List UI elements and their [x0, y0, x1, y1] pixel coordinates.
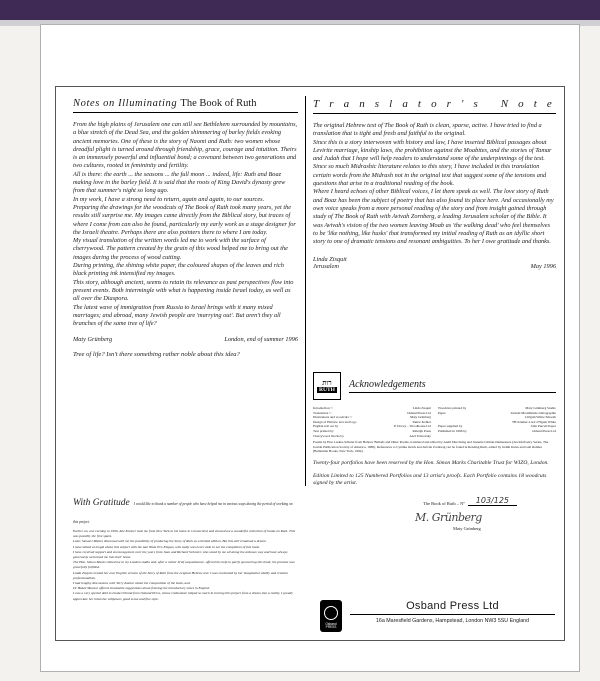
paragraph: Where I heard echoes of other Biblical voices, I let them speak as well. The love story of Ruth and Boaz has been the subject of poetry that has also found its place here. And occasionally my own voice speaks from a more personal reading of the story and from insight gained through study of The Book of Ruth with Avivah Zornberg, a leading Jerusalem scholar of the Bible. It was Avivah's vision of the two women leaving Moab as 'the walking dead' who feel themselves to be 'like nothing, like husks' that transformed my initial reading of Ruth as an idyllic short story to one of dramatic tensions and resonant ambiguities. To her I owe gratitude and thanks.	[313, 188, 554, 246]
artist-name: Maty Grünberg	[73, 336, 113, 344]
heading-letter: r	[446, 98, 455, 110]
heading-letter: a	[402, 98, 412, 110]
press-info	[350, 600, 555, 624]
paragraph: From the high plains of Jerusalem one can still see Bethlehem surrounded by mountains, a blue stretch of the Dead Sea, and the golden shimmering of barley fields evoking ancient memories. One of these is the story of Naomi and Ruth: two women whose dreadful plight is turned around through friendship, grace, courage and intuition. Theirs is an immensely powerful and influential bond; a covenant between two generations and two cultures, rooted in femininity and fertility.	[73, 121, 298, 170]
paragraph: Since this is a story interwoven with history and law, I have inserted Biblical passages about Levirite marriage, kinship laws, the prohibition against the Moabites, and the stories of Tamar and Judah that I hope will help readers to understand some of the underpinnings of the text. Since so much Midrashic literature relates to this story, I have included in this translation certain words from the Midrash not in the original text that suggest some of the tensions and questions that arise in a traditional reading of the book.	[313, 138, 552, 188]
credit-role: Published in 1996 by	[438, 428, 467, 433]
ruth-logo-hebrew: רות	[322, 379, 332, 387]
translator-place: Jerusalem	[313, 263, 339, 271]
press-footer	[320, 600, 560, 632]
paragraph: During printing, the shining white paper, the coloured shapes of the leaves and rich black printing ink intensified my images.	[73, 262, 284, 278]
paragraph: This story, although ancient, seems to retain its relevance as past perspectives flow into present events. Both intermingle with what is happening inside Israel today, as well as all over the Diaspora.	[73, 278, 294, 303]
paragraph: My visual translation of the written words led me to work with the surface of cherrywood. The pattern created by the grain of this wood helped me to bring out the images during the process of wood cutting.	[73, 237, 288, 261]
press-logo-circle-icon	[324, 606, 338, 620]
heading-letter: o	[518, 98, 528, 110]
gratitude-line: Later, Stewart Mattes discussed with me the possibility of producing the Story of Ruth as a limited edition. But this still remained a dream.	[73, 539, 267, 544]
paragraph: The latest wave of immigration from Russia to Israel brings with it many mixed marriages; and abroad, many Jewish people are 'marrying out'. But aren't they all branches of the same tree of life?	[73, 303, 281, 328]
heading-letter: N	[500, 98, 513, 110]
press-name: Osband Press Ltd	[350, 600, 555, 615]
gratitude-line: Linda Zisquit created her own English version of the Story of Ruth from the original Hebrew text. I was enchanted by her imaginative ability and creative professionalism.	[73, 570, 289, 580]
heading-letter: '	[461, 98, 468, 110]
heading-book-title: The Book of Ruth	[180, 98, 257, 109]
heading-letter: t	[533, 98, 541, 110]
credits-note: Poems by Else Lasker-Schuler from Hebrew Ballads and Other Poems, translated and edited by Audri Durchslag and Jeanette Litman-Demeestere (Jewish Poetry Series, The Jewish Publication Society of America, 1980). References to Cynthia Ozick and Avivah Zornberg can be found in Reading Ruth, edited by Judith Kates and Gail Reimer (Ballantine Books, New York, 1994).	[313, 440, 549, 454]
paragraph: Preparing the drawings for the woodcuts of The Book of Ruth took many years, yet the results still surprise me. My images came directly from the Biblical story, but traces of where I come from can also be found, particularly my early work as a stage designer for the Israeli theatre. Perhaps there are also pointers there to where I am today.	[73, 203, 296, 236]
heading-rule	[73, 112, 298, 113]
edition-number: 103/125	[468, 496, 517, 506]
acknowledgements-section	[313, 372, 556, 531]
heading-letter: l	[389, 98, 397, 110]
credit-role: Paper supplied by	[438, 424, 463, 429]
paragraph: All is there: the earth ... the seasons ... the full moon ... indeed, life: Ruth and Boaz making love in the barley field. It is said that the roots of King David's dynasty grew from that summer's night so long ago.	[73, 170, 286, 195]
edition-note: Edition Limited to 125 Numbered Portfolios and 13 artist's proofs. Each Portfolio contains 18 woodcuts signed by the artist.	[313, 473, 547, 487]
heading-letter: s	[473, 98, 482, 110]
press-address: 16a Maresfield Gardens, Hampstead, London NW3 5SU England	[375, 618, 530, 624]
edition-label: The Book of Ruth – Nº	[423, 500, 465, 506]
credit-role: Cherrywood blocks by	[313, 433, 344, 438]
credit-row	[313, 434, 431, 439]
heading-letter: r	[329, 98, 338, 110]
translators-note-heading	[313, 98, 556, 110]
gratitude-intro: I would like to thank a number of people who have helped me in various ways during the period of working on this project.	[73, 502, 293, 524]
background-band	[0, 0, 600, 20]
credit-value: Tamar Kohler	[412, 419, 431, 424]
translator-name: Linda Zisquit	[313, 256, 347, 264]
ruth-logo-latin: RUTH	[319, 387, 335, 393]
edition-number-line	[423, 496, 556, 506]
artist-place-date: London, end of summer 1996	[224, 336, 298, 344]
press-logo-text: Osband PRESS	[325, 621, 337, 630]
credit-value: TH Kremer-Lord 270gsm White	[511, 419, 556, 424]
heading-prefix: Notes on Illuminating	[73, 98, 178, 109]
column-divider	[305, 96, 306, 486]
credit-value: John Purcell Paper	[530, 424, 556, 429]
heading-letter: t	[417, 98, 425, 110]
heading-letter: o	[431, 98, 441, 110]
credits-left-column	[313, 406, 431, 438]
translator-date: May 1996	[530, 263, 556, 271]
handwritten-signature	[415, 508, 556, 526]
gratitude-line: The Hon. Simon Marks visited me in my London studio and, after a rather brief acquaintance, offered his help in partly sponsoring this book; his promise was gracefully fulfilled.	[73, 560, 295, 570]
credit-role: Introduction ©	[313, 406, 334, 410]
illuminating-notes-text	[73, 121, 298, 328]
heading-letter: n	[359, 98, 369, 110]
credit-value: Zerkall Mouldmade Lithographie	[510, 410, 556, 415]
heading-rule	[313, 113, 556, 114]
translator-signature-row	[313, 256, 556, 270]
gratitude-line: I have talked at length about this subject with the late Nitza Ern-Elegan, who sadly was never able to see the completion of this book.	[73, 544, 260, 549]
credit-value: P. Dovey – Woodhouse Ltd	[393, 424, 431, 429]
acknowledgements-header	[313, 372, 556, 400]
translators-note-section	[313, 98, 556, 270]
acknowledgements-title: Acknowledgements	[349, 379, 556, 393]
heading-space	[488, 98, 495, 110]
paragraph: The original Hebrew text of The Book of Ruth is clean, sparse, active. I have tried to find a translation that is tight and fresh and faithful to the original.	[313, 122, 542, 138]
gratitude-section	[73, 492, 298, 602]
translators-note-text	[313, 122, 556, 246]
credit-value: Maty Grünberg	[410, 415, 431, 420]
credit-role: Woodcuts printed by	[438, 406, 467, 410]
artist-signature-row	[73, 336, 298, 343]
illuminating-notes-section	[73, 98, 298, 358]
credit-value: Raleigh Press	[412, 428, 431, 433]
credit-value: Osband Press Ltd	[407, 410, 431, 415]
credit-role: Illustrations and woodcuts ©	[313, 415, 353, 420]
reserved-portfolios-note: Twenty-four portfolios have been reserved by the Hon. Simon Marks Charitable Trust for WIZO, London.	[313, 459, 549, 466]
heading-letter: T	[313, 98, 324, 110]
credit-value: Linda Zisquit	[412, 406, 431, 410]
credits-table	[313, 406, 556, 438]
ruth-logo	[313, 372, 341, 400]
heading-letter: e	[546, 98, 556, 110]
credit-role: Text printed by	[313, 428, 334, 433]
credit-role: Translation ©	[313, 410, 332, 415]
gratitude-line: Dr Hakol Mansur offered invaluable suggestions about framing the introductory notes in English.	[73, 586, 211, 591]
credit-role: Paper	[438, 410, 446, 415]
osband-press-logo	[320, 600, 342, 632]
credit-role: Design of Hebrew text and logo	[313, 419, 357, 424]
credit-row	[438, 429, 556, 434]
gratitude-text	[73, 529, 298, 602]
handwritten-signature-text: M. Grünberg	[415, 510, 482, 524]
gratitude-line: I had lengthy discussions with Terry Kantor about the composition of the book, and	[73, 581, 190, 586]
heading-letter: a	[343, 98, 354, 110]
heading-letter: s	[374, 98, 384, 110]
credit-role: English text set by	[313, 424, 339, 429]
signer-name: Maty Grünberg	[453, 525, 481, 531]
credit-value: Axel Tolkovsky	[409, 433, 431, 438]
closing-question: Tree of life? Isn't there something rather noble about this idea?	[73, 351, 240, 359]
credit-value: Maty Grünberg Studio	[525, 406, 556, 410]
gratitude-line: I owe a very special debt to Linda Orbund from Osband Press, whose enthusiasm helped so much in turning this project from a dream into a reality. I greatly appreciate her intensive willpower, good sense and fine style.	[73, 591, 293, 601]
credits-right-column	[438, 406, 556, 438]
gratitude-line: Earlier on, one evening in 1990, Abe Kremer took me from New York to his home in Connecticut and showed me a wonderful collection of books on Ruth. This was possibly the first spark.	[73, 529, 296, 539]
illuminating-notes-heading	[73, 98, 298, 109]
credit-value: Osband Press Ltd	[532, 428, 556, 433]
gratitude-line: I have received support and encouragement over the years from Joan and Richard Schoster, who stood by me all along the arduous way and have always generously welcomed me into their home.	[73, 549, 288, 560]
paragraph: In my work, I have a strong need to return, again and again, to our sources.	[73, 195, 265, 203]
credit-value: 210gsm White Smooth	[524, 415, 556, 420]
gratitude-title: With Gratitude	[73, 498, 130, 508]
